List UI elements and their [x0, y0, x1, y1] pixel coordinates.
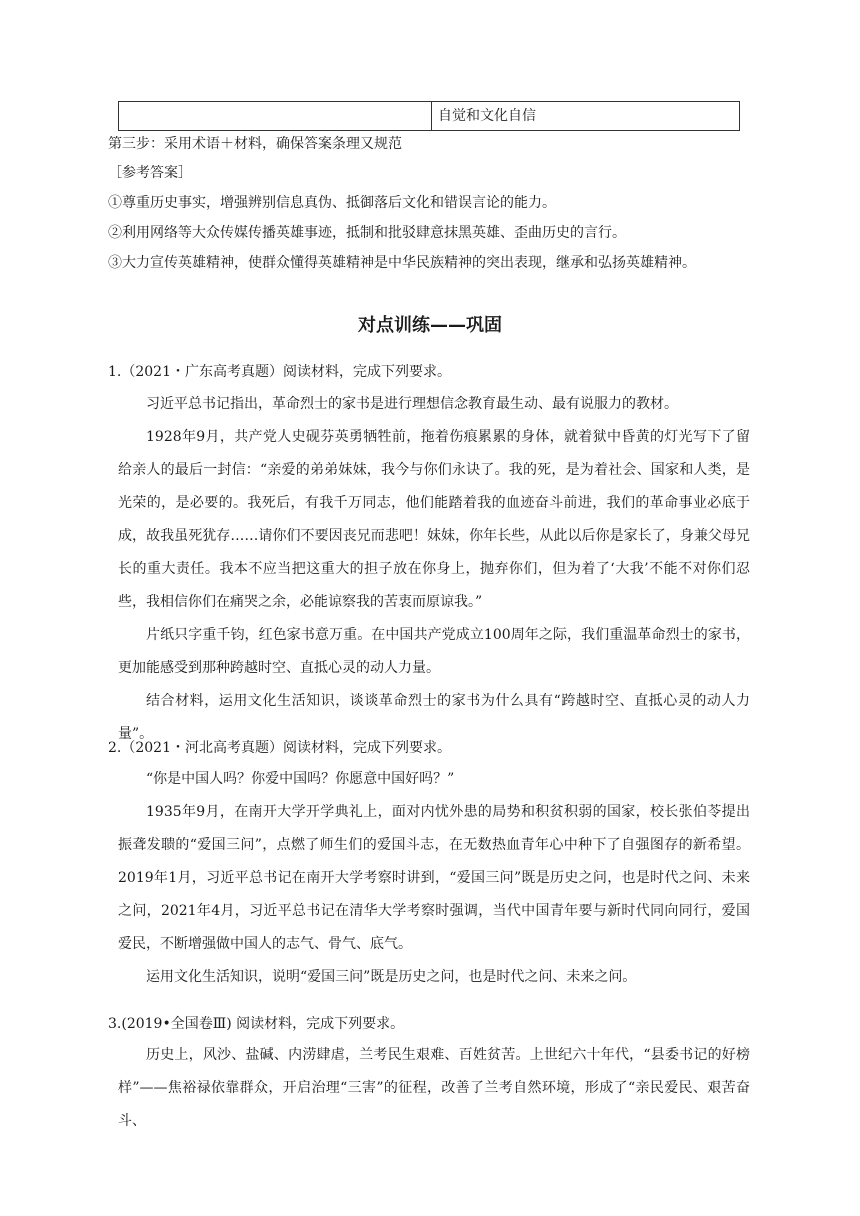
question-2-paragraph-2: 1935年9月，在南开大学开学典礼上，面对内忧外患的局势和积贫积弱的国家，校长张伯苓提出振聋发聩的“爱国三问”，点燃了师生们的爱国斗志，在无数热血青年心中种下了自强图存的新希望。2019年1月，习近平总书记在南开大学考察时讲到，“爱国三问”既是历史之问，也是时代之问、未来之问，2021年4月，习近平总书记在清华大学考察时强调，当代中国青年要与新时代同向同行，爱国爱民，不断增强做中国人的志气、骨气、底气。: [118, 804, 750, 952]
step3-text: 第三步：采用术语＋材料，确保答案条理又规范: [108, 136, 402, 152]
reference-answer-label: ［参考答案］: [108, 165, 192, 181]
question-1-paragraph-2: 1928年9月，共产党人史砚芬英勇牺牲前，拖着伤痕累累的身体，就着狱中昏黄的灯光写下了留给亲人的最后一封信：“亲爱的弟弟妹妹，我今与你们永诀了。我的死，是为着社会、国家和人类，是光荣的，是必要的。我死后，有我千万同志，他们能踏着我的血迹奋斗前进，我们的革命事业必底于成，故我虽死犹存……请你们不要因丧兄而悲吧！妹妹，你年长些，从此以后你是家长了，身兼父母兄长的重大责任。我本不应当把这重大的担子放在你身上，抛弃你们，但为着了‘大我’不能不对你们忍些，我相信你们在痛哭之余，必能谅察我的苦衷而原谅我。”: [118, 429, 750, 610]
question-3-paragraph-1: 历史上，风沙、盐碱、内涝肆虐，兰考民生艰难、百姓贫苦。上世纪六十年代，“县委书记的好榜样”——焦裕禄依靠群众，开启治理“三害”的征程，改善了兰考自然环境，形成了“亲民爱民、艰苦奋斗、: [118, 1047, 750, 1129]
answer-item-3: ③大力宣传英雄精神，使群众懂得英雄精神是中华民族精神的突出表现，继承和弘扬英雄精神。: [108, 255, 696, 271]
section-title: 对点训练——巩固: [358, 315, 502, 336]
question-2-prompt: 运用文化生活知识，说明“爱国三问”既是历史之问，也是时代之问、未来之问。: [146, 969, 637, 985]
question-1-paragraph-1: 习近平总书记指出，革命烈士的家书是进行理想信念教育最生动、最有说服力的教材。: [146, 396, 678, 412]
table-cell-left: [119, 102, 432, 130]
answer-table-fragment: [118, 101, 740, 131]
question-1-paragraph-3: 片纸只字重千钧，红色家书意万重。在中国共产党成立100周年之际，我们重温革命烈士的家书，更加能感受到那种跨越时空、直抵心灵的动人力量。: [118, 627, 750, 676]
question-2-paragraph-1: “你是中国人吗？你爱中国吗？你愿意中国好吗？”: [146, 771, 455, 787]
question-1-heading: 1.（2021・广东高考真题）阅读材料，完成下列要求。: [108, 364, 451, 380]
question-1-prompt: 结合材料，运用文化生活知识，谈谈革命烈士的家书为什么具有“跨越时空、直抵心灵的动人力量”。: [118, 693, 750, 742]
question-2-heading: 2.（2021・河北高考真题）阅读材料，完成下列要求。: [108, 740, 451, 756]
table-cell-right: 自觉和文化自信: [438, 108, 536, 124]
answer-item-1: ①尊重历史事实，增强辨别信息真伪、抵御落后文化和错误言论的能力。: [108, 195, 556, 211]
question-3-heading: 3.(2019•全国卷Ⅲ) 阅读材料，完成下列要求。: [108, 1016, 405, 1032]
answer-item-2: ②利用网络等大众传媒传播英雄事迹，抵制和批驳肆意抹黑英雄、歪曲历史的言行。: [108, 225, 626, 241]
